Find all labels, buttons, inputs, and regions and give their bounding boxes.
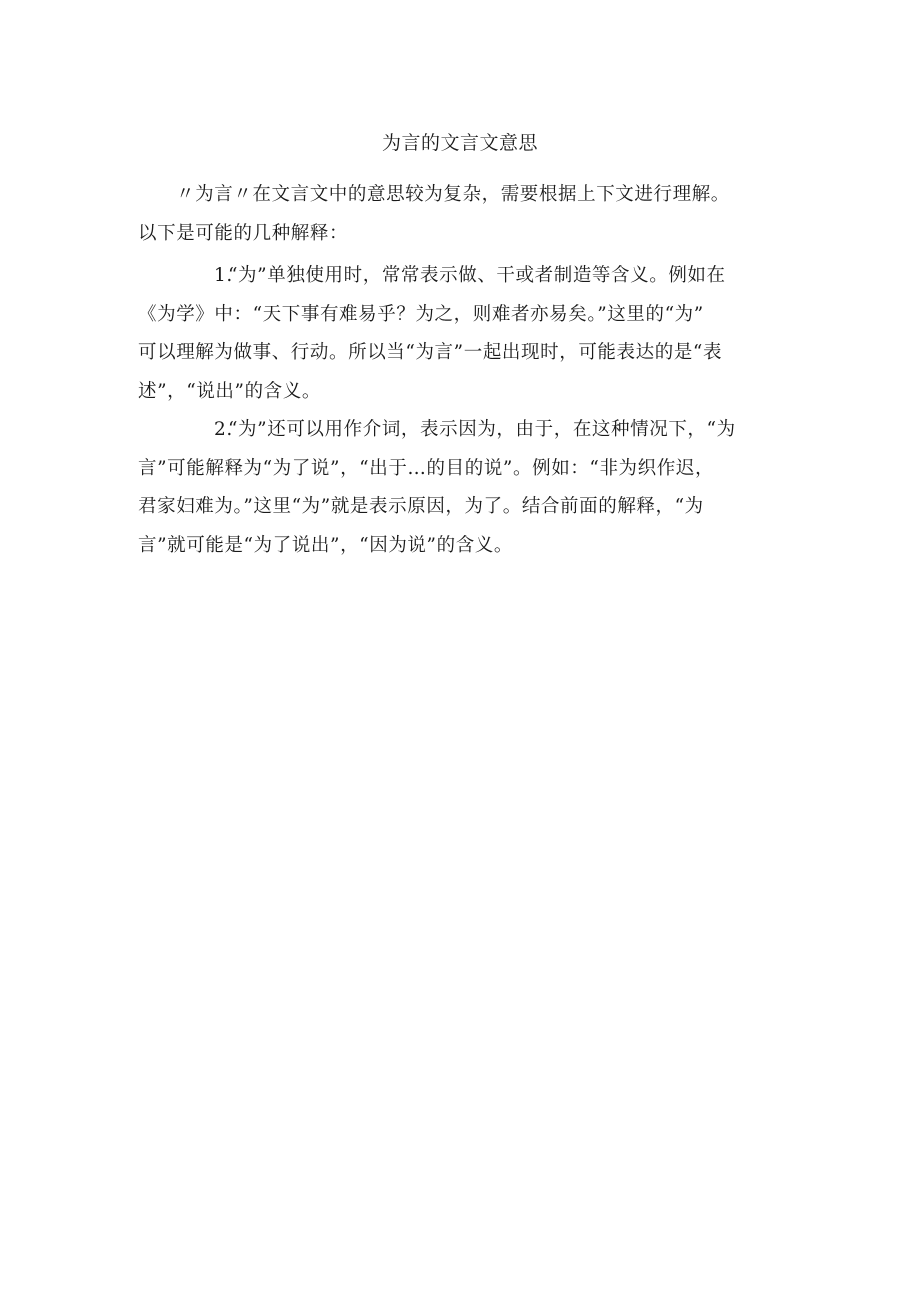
list-item-1-number: 1. bbox=[214, 265, 233, 286]
list-item-1 bbox=[138, 257, 788, 296]
list-item-1-line-1: “为”单独使用时，常常表示做、干或者制造等含义。例如在 bbox=[228, 265, 726, 286]
list-item-1-first-line bbox=[138, 257, 788, 296]
document-title: 为言的文言文意思 bbox=[381, 132, 538, 154]
list-item-1-line-3: 可以理解为做事、行动。所以当“为言”一起出现时，可能表达的是“表 bbox=[138, 342, 723, 363]
intro-paragraph-continued bbox=[138, 215, 788, 254]
list-item-2 bbox=[138, 411, 788, 450]
list-item-2-line-3: 君家妇难为。”这里“为”就是表示原因，为了。结合前面的解释，“为 bbox=[138, 496, 704, 517]
list-item-2-line-1: “为”还可以用作介词，表示因为，由于，在这种情况下，“为 bbox=[228, 419, 736, 440]
intro-paragraph bbox=[138, 176, 788, 215]
list-item-2-first-line bbox=[138, 411, 788, 450]
list-item-1-continued bbox=[138, 296, 788, 412]
document-body bbox=[138, 176, 788, 565]
intro-line-2: 以下是可能的几种解释： bbox=[138, 222, 349, 244]
list-item-2-number: 2. bbox=[214, 419, 233, 440]
list-item-2-line-2: 言”可能解释为“为了说”，“出于…的目的说”。例如：“非为织作迟， bbox=[138, 457, 715, 479]
list-item-2-line-4: 言”就可能是“为了说出”，“因为说”的含义。 bbox=[138, 534, 513, 556]
intro-line-1: 〃为言〃在文言文中的意思较为复杂，需要根据上下文进行理解。 bbox=[176, 184, 730, 205]
list-item-1-line-4: 述”，“说出”的含义。 bbox=[138, 380, 321, 402]
list-item-1-line-2: 《为学》中：“天下事有难易乎？为之，则难者亦易矣。”这里的“为” bbox=[138, 303, 704, 325]
list-item-2-continued bbox=[138, 450, 788, 566]
